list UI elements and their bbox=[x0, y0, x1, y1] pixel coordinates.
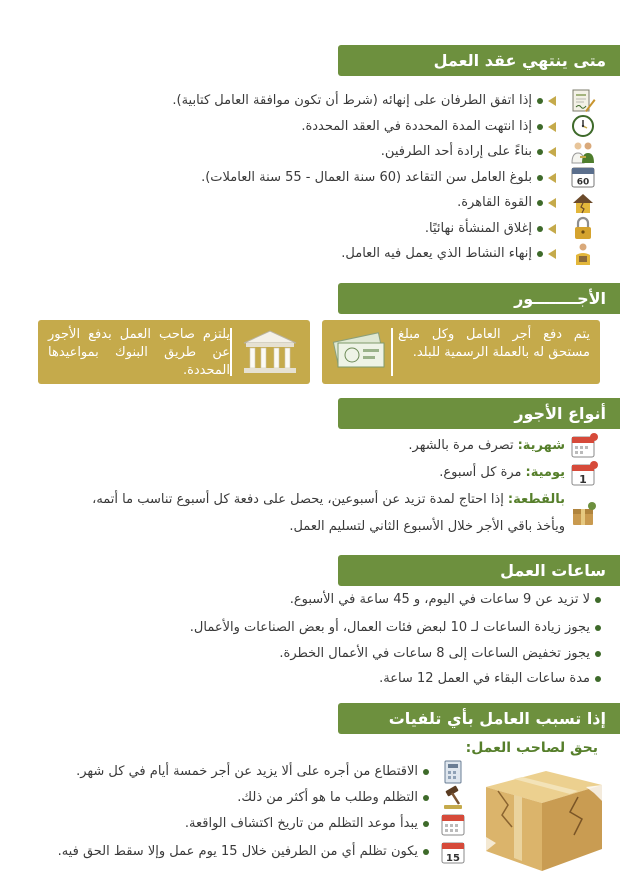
working-hours-text: مدة ساعات البقاء في العمل 12 ساعة. bbox=[379, 671, 590, 686]
termination-item-text: بلوغ العامل سن التقاعد (60 سنة العمال - 55 سنة العاملات). bbox=[201, 169, 532, 185]
wage-type-label: شهرية: bbox=[517, 438, 565, 453]
list-item bbox=[12, 641, 638, 667]
list-item bbox=[0, 216, 638, 241]
wage-currency-box bbox=[322, 320, 600, 384]
bullet-dot-icon bbox=[537, 124, 543, 130]
termination-item-text: إغلاق المنشأة نهائيًا. bbox=[424, 220, 532, 236]
termination-item-text: إذا انتهت المدة المحددة في العقد المحددة. bbox=[301, 118, 532, 134]
wages-header: الأجــــــــور bbox=[338, 283, 620, 314]
banknotes-icon bbox=[330, 327, 390, 377]
wage-types-header: أنواع الأجور bbox=[338, 398, 620, 429]
wage-type-label: يومية: bbox=[525, 465, 565, 480]
gold-marker-icon bbox=[548, 249, 556, 259]
termination-item-text: إنهاء النشاط الذي يعمل فيه العامل. bbox=[341, 246, 532, 261]
deduction-receipt-icon bbox=[440, 759, 466, 785]
wage-type-label: بالقطعة: bbox=[507, 492, 565, 507]
wage-bank-text: يلتزم صاحب العمل بدفع الأجور عن طريق البنوك بمواعيدها المحددة. bbox=[48, 327, 230, 378]
gold-marker-icon bbox=[548, 224, 556, 234]
wage-type-piecework-continuation: ويأخذ باقي الأجر خلال الأسبوع الثاني لتسليم العمل. bbox=[289, 519, 565, 534]
bullet-dot-icon bbox=[423, 769, 429, 775]
working-hours-text: يجوز تخفيض الساعات إلى 8 ساعات في الأعمال الخطرة. bbox=[279, 646, 590, 661]
list-item bbox=[0, 114, 638, 139]
bullet-dot-icon bbox=[537, 149, 543, 155]
wage-type-piecework bbox=[12, 486, 565, 513]
signed-document-icon bbox=[568, 88, 598, 113]
working-hours-text: يجوز زيادة الساعات لـ 10 لبعض فئات العمال، أو بعض الصناعات والأعمال. bbox=[189, 620, 590, 635]
gold-marker-icon bbox=[548, 198, 556, 208]
calendar-icon bbox=[440, 811, 466, 837]
list-item bbox=[12, 666, 638, 692]
wage-type-monthly bbox=[12, 432, 565, 459]
bullet-dot-icon bbox=[537, 226, 543, 232]
bullet-dot-icon bbox=[537, 175, 543, 181]
box-divider bbox=[230, 328, 232, 376]
wage-currency-text: يتم دفع أجر العامل وكل مبلغ مستحق له بالعملة الرسمية للبلد. bbox=[398, 327, 590, 360]
list-item bbox=[0, 88, 638, 113]
padlock-icon bbox=[568, 216, 598, 241]
damages-item-text: يبدأ موعد التظلم من تاريخ اكتشاف الواقعة. bbox=[184, 816, 418, 831]
damages-header: إذا تسبب العامل بأي تلفيات bbox=[338, 703, 620, 734]
list-item bbox=[12, 615, 638, 641]
box-divider bbox=[391, 328, 393, 376]
wage-type-text: إذا احتاج لمدة تزيد عن أسبوعين، يحصل على دفعة كل أسبوع تناسب ما أتمه، bbox=[92, 492, 504, 507]
wage-type-daily bbox=[12, 459, 565, 486]
bullet-dot-icon bbox=[423, 795, 429, 801]
worker-icon bbox=[568, 241, 598, 266]
gold-marker-icon bbox=[548, 147, 556, 157]
list-item bbox=[0, 190, 638, 215]
daily-calendar-icon bbox=[570, 460, 598, 488]
retirement-calendar-icon bbox=[568, 165, 598, 190]
termination-header: متى ينتهي عقد العمل bbox=[338, 45, 620, 76]
damages-item-text: التظلم وطلب ما هو أكثر من ذلك. bbox=[237, 790, 418, 805]
bank-icon bbox=[240, 327, 300, 377]
piecework-icon bbox=[570, 500, 598, 528]
wage-type-text: تصرف مرة بالشهر. bbox=[408, 438, 514, 453]
bullet-dot-icon bbox=[595, 676, 601, 682]
bullet-dot-icon bbox=[537, 251, 543, 257]
list-item bbox=[12, 587, 638, 613]
two-parties-icon bbox=[568, 139, 598, 164]
damages-subtitle: يحق لصاحب العمل: bbox=[465, 740, 598, 756]
bullet-dot-icon bbox=[537, 98, 543, 104]
working-hours-text: لا تزيد عن 9 ساعات في اليوم، و 45 ساعة في الأسبوع. bbox=[289, 592, 590, 607]
bullet-dot-icon bbox=[537, 200, 543, 206]
wage-bank-box bbox=[38, 320, 310, 384]
list-item bbox=[0, 165, 638, 190]
bullet-dot-icon bbox=[423, 821, 429, 827]
gold-marker-icon bbox=[548, 122, 556, 132]
list-item bbox=[0, 241, 638, 266]
list-item bbox=[0, 139, 638, 164]
damages-item-text: الاقتطاع من أجره على ألا يزيد عن أجر خمسة أيام في كل شهر. bbox=[76, 764, 418, 779]
wage-type-list bbox=[12, 432, 565, 540]
calendar-number: 15 bbox=[446, 853, 460, 864]
termination-item-text: بناءً على إرادة أحد الطرفين. bbox=[380, 144, 532, 159]
termination-item-text: القوة القاهرة. bbox=[457, 195, 532, 210]
calendar-number: 1 bbox=[579, 473, 587, 486]
gold-marker-icon bbox=[548, 173, 556, 183]
gold-marker-icon bbox=[548, 96, 556, 106]
calendar-number: 60 bbox=[576, 177, 590, 188]
bullet-dot-icon bbox=[595, 625, 601, 631]
termination-item-text: إذا اتفق الطرفان على إنهائه (شرط أن تكون موافقة العامل كتابية). bbox=[172, 93, 532, 108]
bullet-dot-icon bbox=[595, 597, 601, 603]
gavel-icon bbox=[440, 785, 466, 811]
bullet-dot-icon bbox=[595, 651, 601, 657]
working-hours-header: ساعات العمل bbox=[338, 555, 620, 586]
bullet-dot-icon bbox=[423, 849, 429, 855]
monthly-calendar-icon bbox=[570, 432, 598, 460]
clock-icon bbox=[568, 114, 598, 139]
wage-type-text: مرة كل أسبوع. bbox=[439, 465, 522, 480]
damages-item-text: يكون تظلم أي من الطرفين خلال 15 يوم عمل وإلا سقط الحق فيه. bbox=[57, 844, 418, 859]
damaged-box-icon bbox=[478, 757, 608, 875]
calendar-15-icon bbox=[440, 839, 466, 865]
damaged-house-icon bbox=[568, 190, 598, 215]
